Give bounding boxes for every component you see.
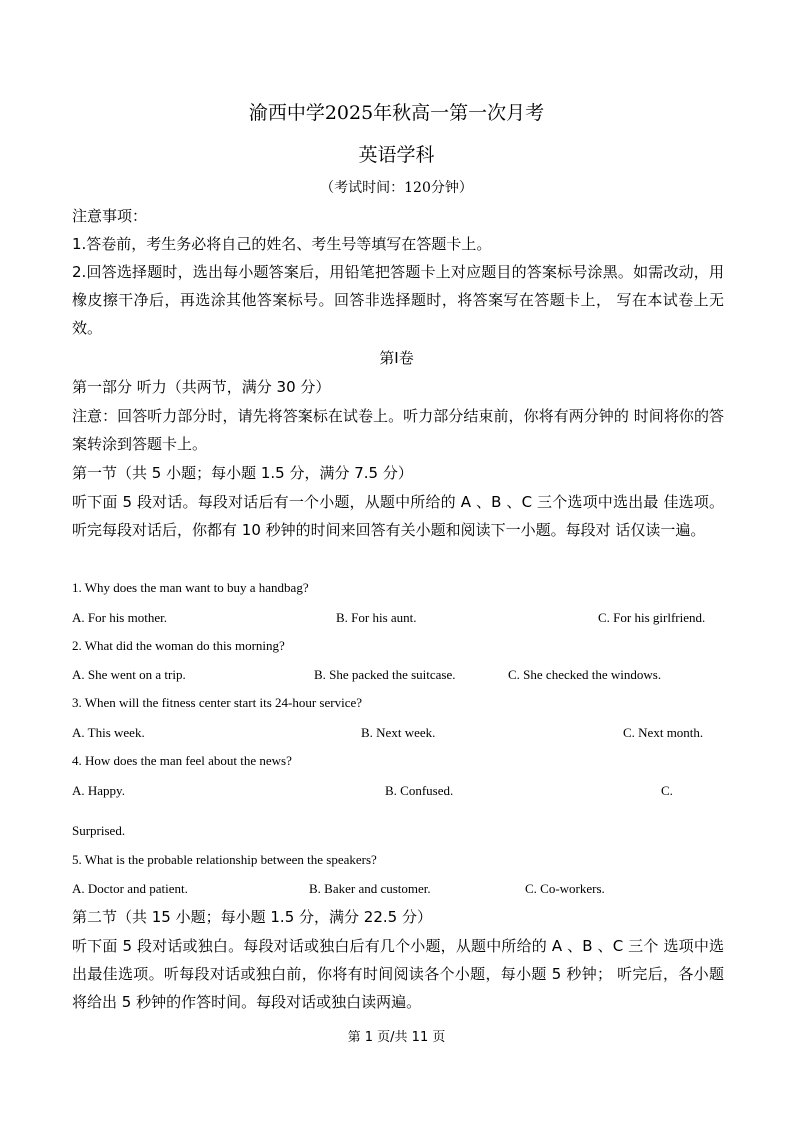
section2-instructions: 听下面 5 段对话或独白。每段对话或独白后有几个小题，从题中所给的 A 、B 、C 三个 选项中选出最佳选项。听每段对话或独白前，你将有时间阅读各个小题，每小题 5 秒钟； 听完后，各小题将给出 5 秒钟的作答时间。每段对话或独白读两遍。	[72, 937, 724, 1011]
q3-option-a: A. This week.	[72, 725, 145, 740]
volume-heading: 第Ⅰ卷	[379, 349, 414, 367]
notice-item-2: 2.回答选择题时，选出每小题答案后，用铅笔把答题卡上对应题目的答案标号涂黑。如需改动，用橡皮擦干净后，再选涂其他答案标号。回答非选择题时，将答案写在答题卡上， 写在本试卷上无效。	[72, 263, 724, 337]
question-4: 4. How does the man feel about the news?	[72, 753, 292, 768]
notice-item-1: 1.答卷前，考生务必将自己的姓名、考生号等填写在答题卡上。	[72, 235, 492, 253]
subject-title: 英语学科	[358, 144, 435, 166]
exam-title: 渝西中学2025年秋高一第一次月考	[248, 102, 545, 124]
q1-option-a: A. For his mother.	[72, 610, 167, 625]
part1-heading: 第一部分 听力（共两节，满分 30 分）	[72, 378, 331, 396]
q1-option-c: C. For his girlfriend.	[598, 610, 706, 625]
part1-note: 注意：回答听力部分时，请先将答案标在试卷上。听力部分结束前，你将有两分钟的 时间将你的答案转涂到答题卡上。	[72, 407, 724, 453]
q3-option-b: B. Next week.	[361, 725, 436, 740]
exam-time: （考试时间：120分钟）	[320, 180, 473, 196]
q4-option-c: C.	[661, 783, 673, 798]
q1-option-b: B. For his aunt.	[336, 610, 417, 625]
page-footer: 第 1 页/共 11 页	[347, 1030, 446, 1045]
q4-option-b: B. Confused.	[385, 783, 454, 798]
question-1: 1. Why does the man want to buy a handbag?	[72, 580, 309, 595]
q5-option-b: B. Baker and customer.	[309, 881, 431, 896]
question-5: 5. What is the probable relationship between the speakers?	[72, 852, 377, 867]
q4-option-a: A. Happy.	[72, 783, 125, 798]
q2-option-a: A. She went on a trip.	[72, 667, 186, 682]
q2-option-c: C. She checked the windows.	[508, 667, 662, 682]
question-3: 3. When will the fitness center start its 24-hour service?	[72, 695, 363, 710]
q3-option-c: C. Next month.	[623, 725, 704, 740]
q5-option-a: A. Doctor and patient.	[72, 881, 188, 896]
section2-heading: 第二节（共 15 小题；每小题 1.5 分，满分 22.5 分）	[72, 908, 432, 926]
q4-option-c-wrap: Surprised.	[72, 823, 126, 838]
section1-heading: 第一节（共 5 小题；每小题 1.5 分，满分 7.5 分）	[72, 464, 413, 482]
question-2: 2. What did the woman do this morning?	[72, 638, 285, 653]
q5-option-c: C. Co-workers.	[525, 881, 605, 896]
q2-option-b: B. She packed the suitcase.	[314, 667, 456, 682]
notice-heading: 注意事项：	[72, 207, 148, 225]
section1-instructions: 听下面 5 段对话。每段对话后有一个小题，从题中所给的 A 、B 、C 三个选项中选出最 佳选项。听完每段对话后，你都有 10 秒钟的时间来回答有关小题和阅读下一小题。每段对 话仅读一遍。	[72, 493, 724, 539]
